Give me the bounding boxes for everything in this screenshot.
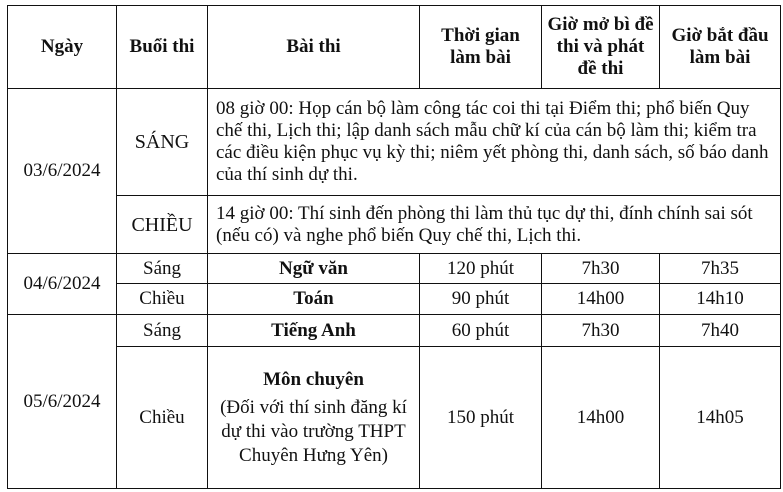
duration-cell: 90 phút (420, 284, 542, 315)
session-cell: Chiều (117, 347, 208, 489)
header-session: Buổi thi (117, 6, 208, 89)
description-cell: 08 giờ 00: Họp cán bộ làm công tác coi thi tại Điểm thi; phổ biến Quy chế thi, Lịch thi; lập danh sách mẫu chữ kí của cán bộ làm thi; kiểm tra các điều kiện phục vụ kỳ thi; niêm yết phòng thi, danh sách, số báo danh của thí sinh dự thi. (208, 89, 781, 196)
header-start-time: Giờ bắt đầu làm bài (660, 6, 781, 89)
duration-cell: 120 phút (420, 254, 542, 284)
table-row (8, 347, 781, 489)
session-cell: Chiều (117, 284, 208, 315)
open-time-cell: 7h30 (542, 315, 660, 347)
open-time-cell: 7h30 (542, 254, 660, 284)
header-duration: Thời gian làm bài (420, 6, 542, 89)
subject-cell: Tiếng Anh (208, 315, 420, 347)
start-time-cell: 14h10 (660, 284, 781, 315)
date-cell: 04/6/2024 (8, 254, 117, 315)
header-open-time: Giờ mở bì đề thi và phát đề thi (542, 6, 660, 89)
subject-cell: Toán (208, 284, 420, 315)
subject-name: Môn chuyên (263, 368, 364, 390)
session-cell: Sáng (117, 315, 208, 347)
session-cell: CHIỀU (117, 196, 208, 254)
subject-note: (Đối với thí sinh đăng kí dự thi vào trường THPT Chuyên Hưng Yên) (220, 396, 407, 466)
duration-cell: 150 phút (420, 347, 542, 489)
subject-cell (208, 347, 420, 489)
start-time-cell: 7h40 (660, 315, 781, 347)
session-cell: Sáng (117, 254, 208, 284)
session-cell: SÁNG (117, 89, 208, 196)
start-time-cell: 7h35 (660, 254, 781, 284)
table-row (8, 315, 781, 347)
date-cell: 05/6/2024 (8, 315, 117, 489)
table-row (8, 196, 781, 254)
start-time-cell: 14h05 (660, 347, 781, 489)
header-date: Ngày (8, 6, 117, 89)
table-row (8, 284, 781, 315)
header-subject: Bài thi (208, 6, 420, 89)
duration-cell: 60 phút (420, 315, 542, 347)
date-cell: 03/6/2024 (8, 89, 117, 254)
open-time-cell: 14h00 (542, 284, 660, 315)
open-time-cell: 14h00 (542, 347, 660, 489)
subject-cell: Ngữ văn (208, 254, 420, 284)
header-row (8, 6, 781, 89)
exam-schedule-table (7, 5, 781, 489)
table-row (8, 89, 781, 196)
description-cell: 14 giờ 00: Thí sinh đến phòng thi làm thủ tục dự thi, đính chính sai sót (nếu có) và nghe phổ biến Quy chế thi, Lịch thi. (208, 196, 781, 254)
table-row (8, 254, 781, 284)
